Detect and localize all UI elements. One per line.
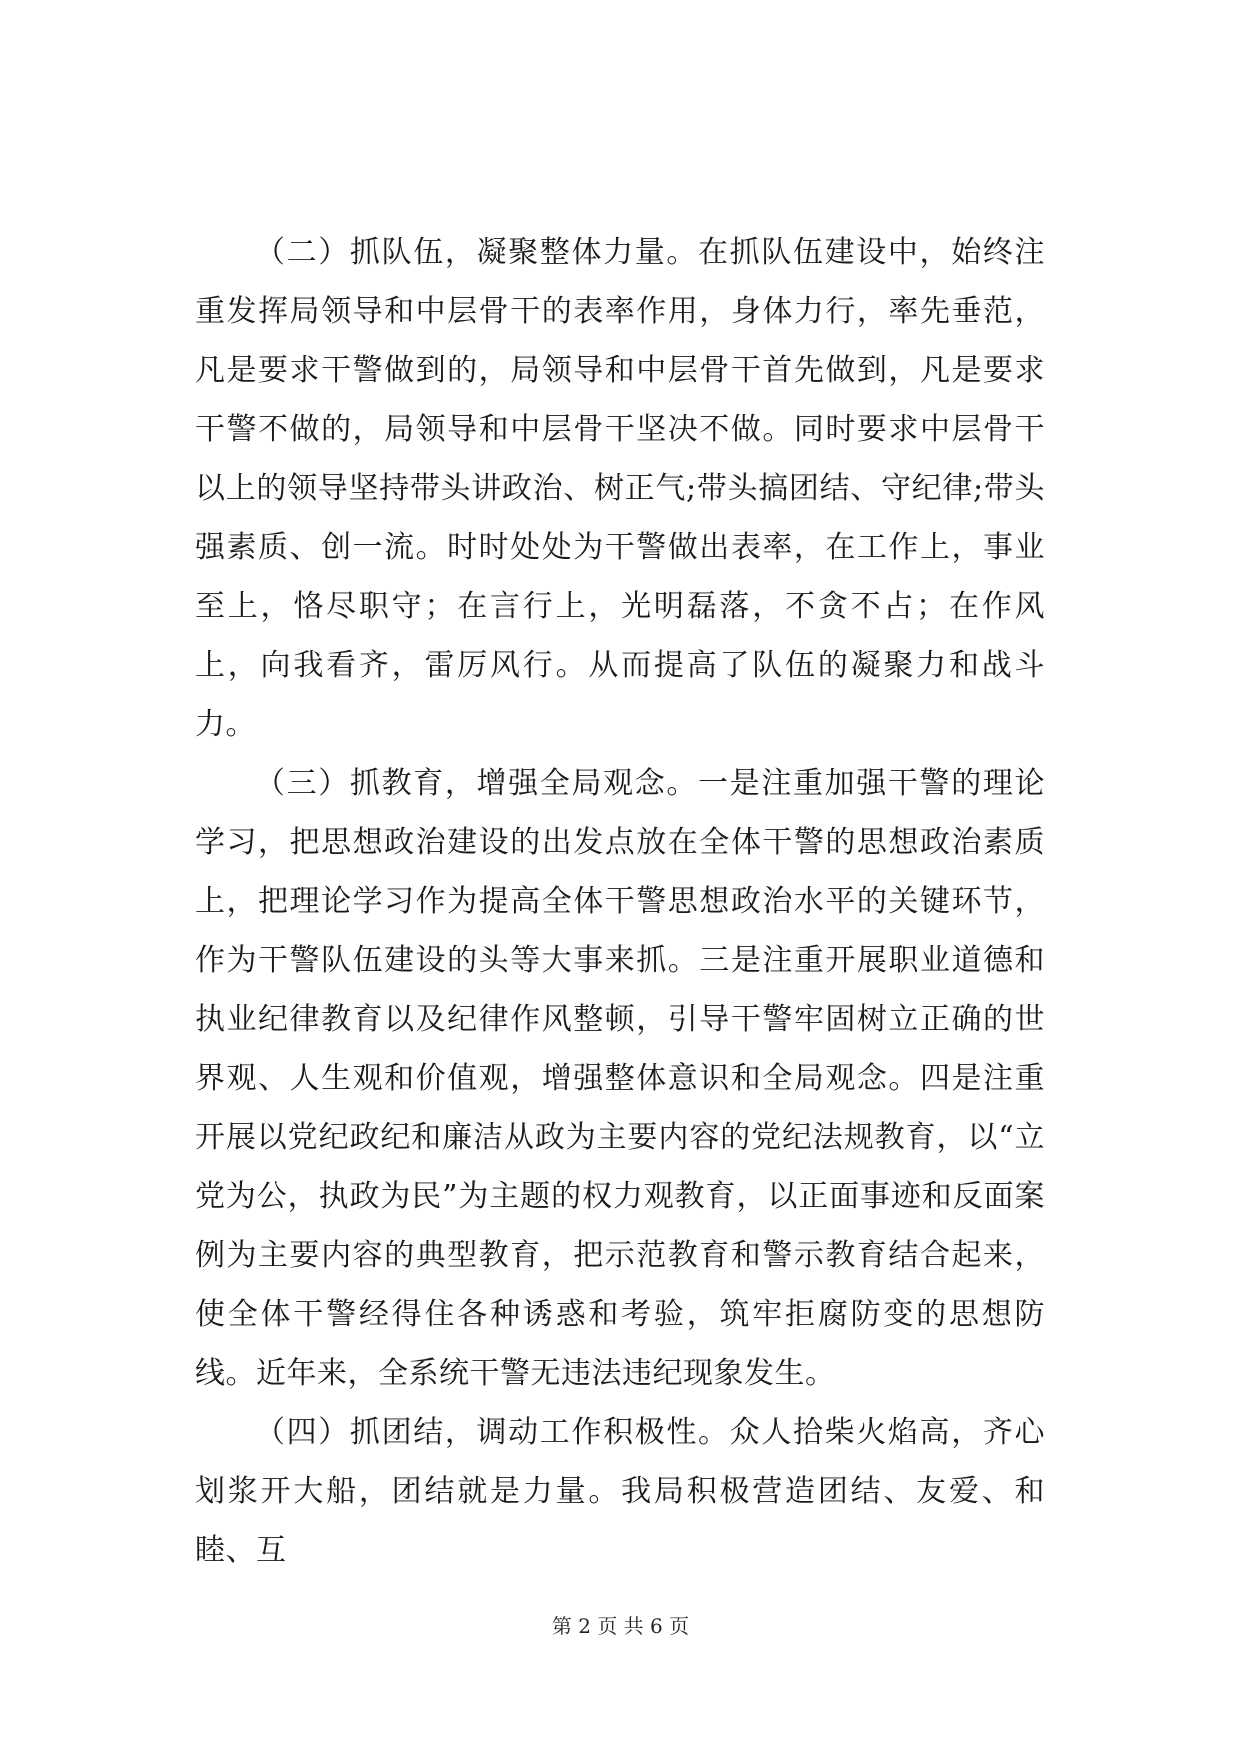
document-body xyxy=(195,223,1045,1580)
page-number-footer: 第 2 页 共 6 页 xyxy=(551,1614,690,1638)
paragraph-team-building: （二）抓队伍，凝聚整体力量。在抓队伍建设中，始终注重发挥局领导和中层骨干的表率作用，身体力行，率先垂范，凡是要求干警做到的，局领导和中层骨干首先做到，凡是要求干警不做的，局领导和中层骨干坚决不做。同时要求中层骨干以上的领导坚持带头讲政治、树正气;带头搞团结、守纪律;带头强素质、创一流。时时处处为干警做出表率，在工作上，事业至上，恪尽职守；在言行上，光明磊落，不贪不占；在作风上，向我看齐，雷厉风行。从而提高了队伍的凝聚力和战斗力。 xyxy=(195,235,1045,742)
paragraph-unity: （四）抓团结，调动工作积极性。众人拾柴火焰高，齐心划浆开大船，团结就是力量。我局积极营造团结、友爱、和睦、互 xyxy=(195,1415,1045,1568)
paragraph-education: （三）抓教育，增强全局观念。一是注重加强干警的理论学习，把思想政治建设的出发点放在全体干警的思想政治素质上，把理论学习作为提高全体干警思想政治水平的关键环节，作为干警队伍建设的头等大事来抓。三是注重开展职业道德和执业纪律教育以及纪律作风整顿，引导干警牢固树立正确的世界观、人生观和价值观，增强整体意识和全局观念。四是注重开展以党纪政纪和廉洁从政为主要内容的党纪法规教育，以“立党为公，执政为民”为主题的权力观教育，以正面事迹和反面案例为主要内容的典型教育，把示范教育和警示教育结合起来，使全体干警经得住各种诱惑和考验，筑牢拒腐防变的思想防线。近年来，全系统干警无违法违纪现象发生。 xyxy=(195,766,1045,1391)
